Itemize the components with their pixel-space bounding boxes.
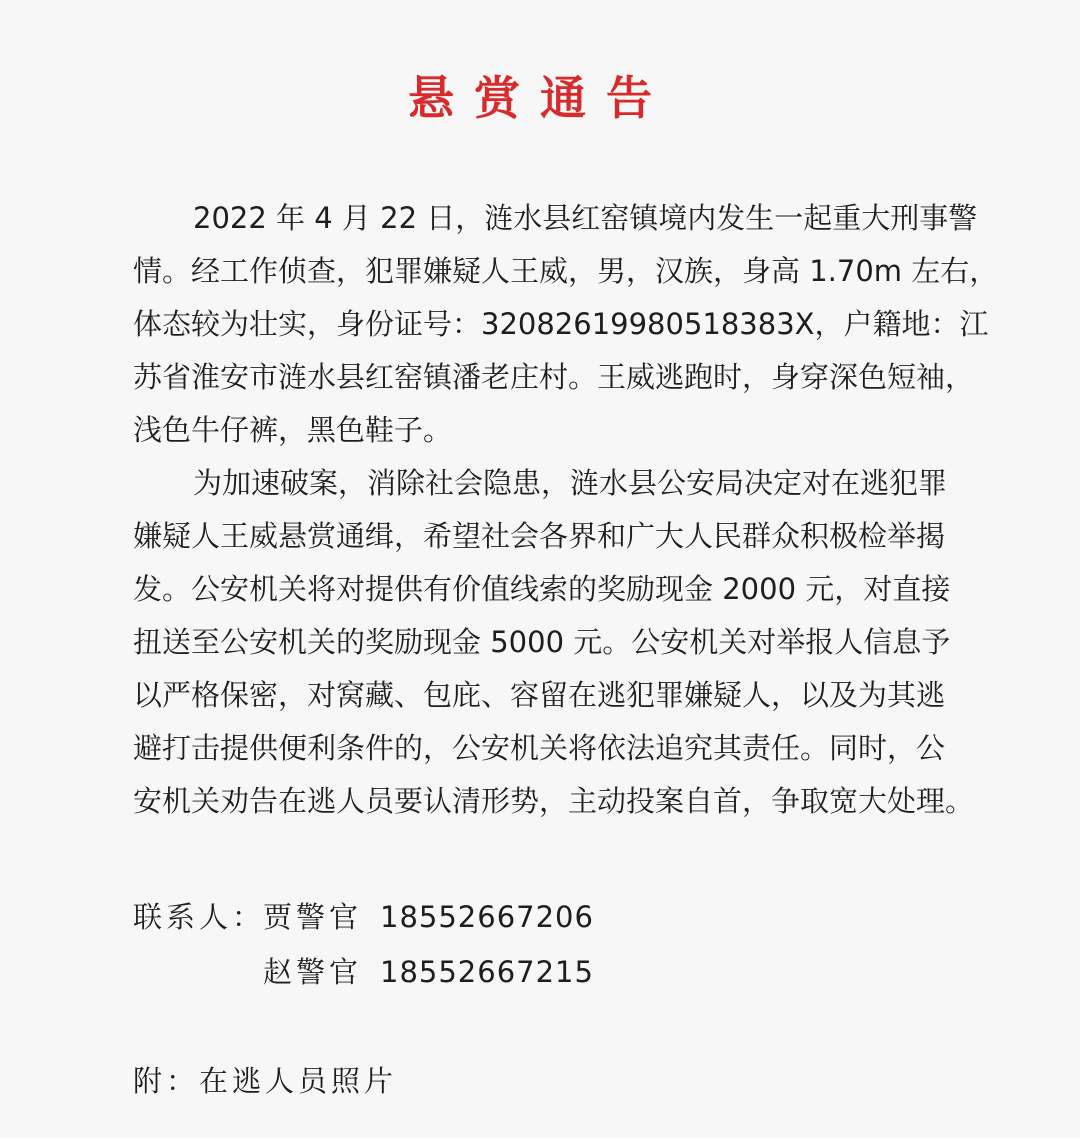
paragraph1-line: 体态较为壮实，身份证号：32082619980518383X，户籍地：江 bbox=[133, 307, 989, 341]
attachment-note: 附：在逃人员照片 bbox=[133, 1064, 398, 1098]
contact-label: 联系人： bbox=[133, 900, 266, 934]
paragraph1-line: 浅色牛仔裤，黑色鞋子。 bbox=[133, 413, 453, 447]
contact-name: 贾警官 bbox=[263, 900, 363, 934]
notice-title: 悬赏通告 bbox=[408, 71, 672, 125]
paragraph2-line: 发。公安机关将对提供有价值线索的奖励现金 2000 元，对直接 bbox=[133, 572, 951, 606]
contact-phone: 18552667206 bbox=[380, 900, 594, 934]
contact-phone: 18552667215 bbox=[380, 955, 594, 989]
paragraph2-line: 嫌疑人王威悬赏通缉，希望社会各界和广大人民群众积极检举揭 bbox=[133, 519, 946, 553]
paragraph2-line: 安机关劝告在逃人员要认清形势，主动投案自首，争取宽大处理。 bbox=[133, 784, 975, 818]
contact-name: 赵警官 bbox=[263, 955, 363, 989]
paragraph2-line: 扭送至公安机关的奖励现金 5000 元。公安机关对举报人信息予 bbox=[133, 625, 951, 659]
paragraph2-line: 避打击提供便利条件的，公安机关将依法追究其责任。同时，公 bbox=[133, 731, 946, 765]
paragraph2-line: 为加速破案，消除社会隐患，涟水县公安局决定对在逃犯罪 bbox=[193, 466, 948, 500]
paragraph1-line: 情。经工作侦查，犯罪嫌疑人王威，男，汉族，身高 1.70m 左右， bbox=[133, 254, 999, 288]
paragraph1-line: 2022 年 4 月 22 日，涟水县红窑镇境内发生一起重大刑事警 bbox=[193, 201, 978, 235]
paragraph1-line: 苏省淮安市涟水县红窑镇潘老庄村。王威逃跑时，身穿深色短袖， bbox=[133, 360, 975, 394]
paragraph2-line: 以严格保密，对窝藏、包庇、容留在逃犯罪嫌疑人，以及为其逃 bbox=[133, 678, 946, 712]
